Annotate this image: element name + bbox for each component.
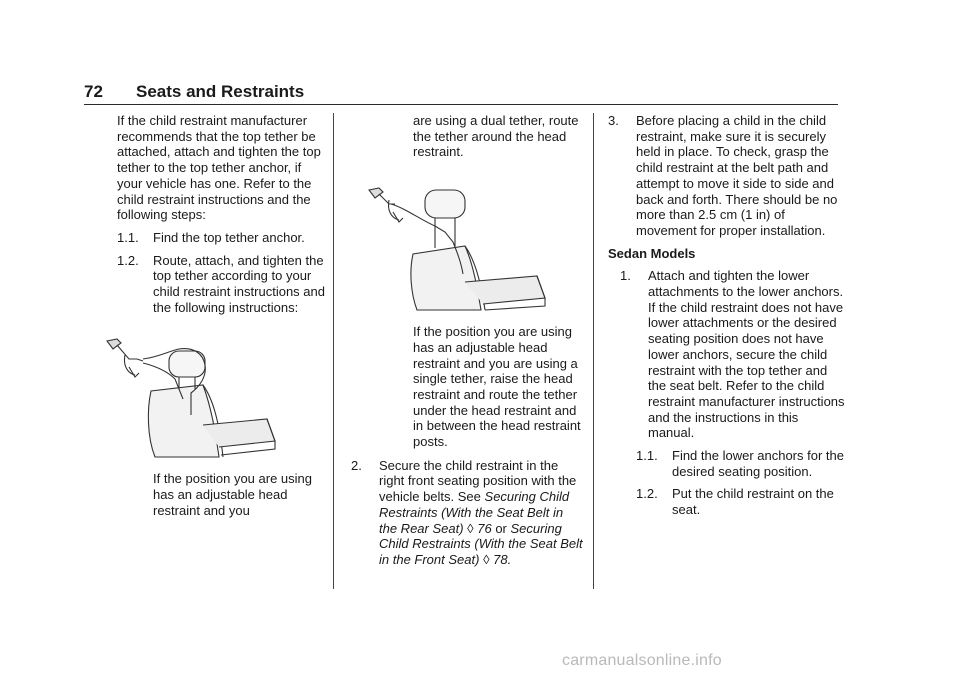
step-number: 1.1. [636, 448, 658, 464]
single-tether-illustration [365, 182, 583, 312]
step-number: 1.2. [636, 486, 658, 502]
sedan-step-1-1 [636, 448, 848, 479]
reference-arrow-icon: ◊ [483, 551, 490, 567]
caption-dual-tether-continued: are using a dual tether, route the tether around the head restraint. [413, 113, 579, 160]
section-title: Seats and Restraints [136, 82, 305, 101]
step-text: Before placing a child in the child restraint, make sure it is securely held in place. To check, grasp the child restraint at the belt path and attempt to move it side to side and back and forth. There should be no more than 2.5 cm (1 in) of movement for proper installation. [636, 113, 838, 238]
cross-reference-link[interactable]: Securing Child Restraints (With the Seat Belt in the Front Seat) [379, 520, 583, 567]
step-number: 3. [608, 113, 619, 128]
step-text: Attach and tighten the lower attachments to the lower anchors. If the child restraint does not have lower attachments or the desired seating position does not have lower anchors, secure the child restraint with the top tether and the seat belt. Refer to the child restraint manufacturer instructions and the instructions in this manual. [648, 268, 845, 441]
step-text: Find the lower anchors for the desired seating position. [672, 448, 844, 479]
step-number: 1.1. [117, 229, 139, 245]
page-header [84, 82, 838, 105]
intro-paragraph: If the child restraint manufacturer recommends that the top tether be attached, attach and tighten the top tether to the top tether anchor, if your vehicle has one. Refer to the child restraint instructions and the following steps: [117, 113, 321, 223]
column-left [117, 113, 327, 519]
caption-dual-tether: If the position you are using has an adjustable head restraint and you [153, 471, 312, 518]
step-text-or: or [495, 520, 507, 536]
step-1-2 [117, 253, 327, 316]
step-text: Secure the child restraint in the right front seating position with the vehicle belts. See [379, 457, 577, 505]
step-text: Find the top tether anchor. [153, 229, 305, 245]
column-middle [351, 113, 583, 568]
step-3 [608, 113, 848, 239]
sedan-models-heading: Sedan Models [608, 245, 696, 261]
step-number: 2. [351, 457, 362, 473]
step-number: 1.2. [117, 252, 139, 268]
caption-single-tether: If the position you are using has an adjustable head restraint and you are using a single tether, raise the head restraint and route the tether under the head restraint and in between the head restraint posts. [413, 324, 581, 450]
column-divider [593, 113, 594, 589]
step-text: Put the child restraint on the seat. [672, 486, 834, 518]
column-right [608, 113, 848, 518]
reference-page[interactable]: 76 [477, 520, 492, 536]
step-2: 2. Secure the child restraint in the right front seating position with the vehicle belts. See Securing Child Restraints (With the Seat Belt in the Rear Seat) ◊ 76 or Securing Child Restraints (With the Seat Belt in the Front Seat) ◊ 78. [351, 457, 583, 567]
reference-page[interactable]: 78 [493, 551, 508, 567]
column-divider [333, 113, 334, 589]
page-number: 72 [84, 82, 103, 101]
step-number: 1. [620, 268, 631, 284]
step-text: Route, attach, and tighten the top tether according to your child restraint instructions and the following instructions: [153, 252, 325, 315]
reference-arrow-icon: ◊ [467, 520, 474, 536]
sedan-step-1 [620, 268, 848, 441]
dual-tether-illustration [99, 329, 327, 459]
watermark: carmanualsonline.info [562, 652, 722, 669]
sedan-step-1-2 [636, 486, 848, 517]
step-1-1 [117, 230, 327, 246]
cross-reference-link[interactable]: Securing Child Restraints (With the Seat Belt in the Rear Seat) [379, 489, 570, 536]
